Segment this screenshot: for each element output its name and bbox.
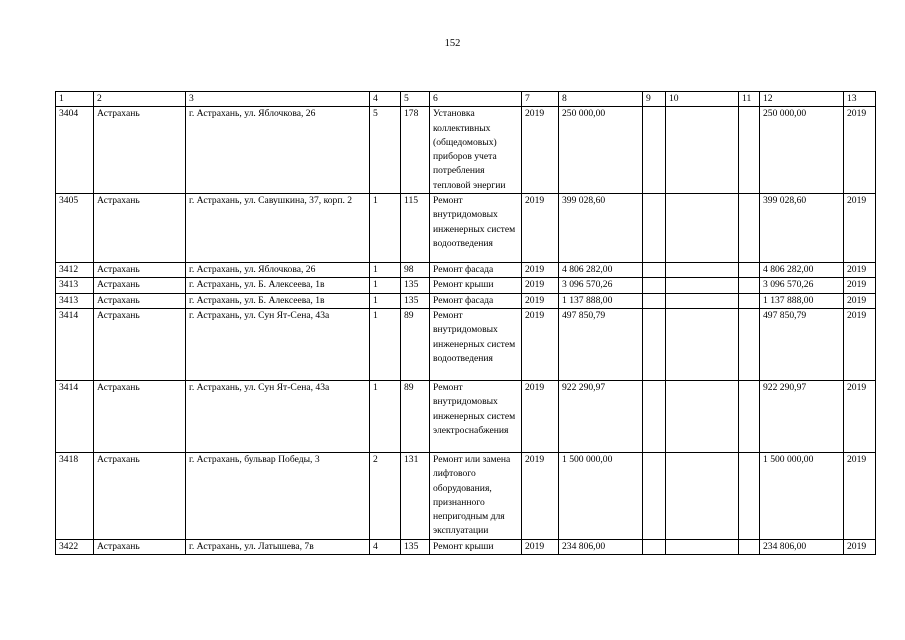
cell-col-6: Ремонт внутридомовых инженерных систем водоотведения <box>430 308 522 380</box>
cell-col-6: Ремонт крыши <box>430 539 522 554</box>
cell-col-10 <box>666 107 739 194</box>
cell-col-1: 3413 <box>56 278 94 293</box>
cell-col-2: Астрахань <box>94 263 186 278</box>
cell-col-6: Ремонт фасада <box>430 293 522 308</box>
column-header-12: 12 <box>760 92 844 107</box>
cell-col-10 <box>666 263 739 278</box>
cell-col-8: 234 806,00 <box>559 539 643 554</box>
cell-col-9 <box>643 107 666 194</box>
cell-col-9 <box>643 263 666 278</box>
cell-col-11 <box>739 278 760 293</box>
cell-col-1: 3413 <box>56 293 94 308</box>
cell-col-3: г. Астрахань, ул. Яблочкова, 26 <box>186 263 370 278</box>
table-row <box>56 194 876 263</box>
cell-col-1: 3418 <box>56 452 94 539</box>
cell-col-5: 89 <box>401 308 430 380</box>
cell-col-7: 2019 <box>522 107 559 194</box>
cell-col-13: 2019 <box>844 539 876 554</box>
column-header-6: 6 <box>430 92 522 107</box>
cell-col-12: 922 290,97 <box>760 380 844 452</box>
cell-col-10 <box>666 308 739 380</box>
cell-col-4: 1 <box>370 380 401 452</box>
cell-col-7: 2019 <box>522 278 559 293</box>
cell-col-13: 2019 <box>844 194 876 263</box>
cell-col-3: г. Астрахань, ул. Яблочкова, 26 <box>186 107 370 194</box>
column-header-2: 2 <box>94 92 186 107</box>
cell-col-2: Астрахань <box>94 293 186 308</box>
cell-col-11 <box>739 293 760 308</box>
cell-col-2: Астрахань <box>94 308 186 380</box>
cell-col-9 <box>643 539 666 554</box>
cell-col-9 <box>643 278 666 293</box>
cell-col-9 <box>643 293 666 308</box>
cell-col-5: 135 <box>401 539 430 554</box>
cell-col-7: 2019 <box>522 380 559 452</box>
cell-col-2: Астрахань <box>94 194 186 263</box>
cell-col-10 <box>666 539 739 554</box>
column-header-8: 8 <box>559 92 643 107</box>
cell-col-7: 2019 <box>522 263 559 278</box>
cell-col-8: 1 500 000,00 <box>559 452 643 539</box>
cell-col-6: Ремонт внутридомовых инженерных систем водоотведения <box>430 194 522 263</box>
cell-col-5: 98 <box>401 263 430 278</box>
column-header-9: 9 <box>643 92 666 107</box>
cell-col-5: 115 <box>401 194 430 263</box>
cell-col-13: 2019 <box>844 263 876 278</box>
cell-col-9 <box>643 308 666 380</box>
cell-col-13: 2019 <box>844 293 876 308</box>
cell-col-10 <box>666 452 739 539</box>
cell-col-7: 2019 <box>522 452 559 539</box>
cell-col-11 <box>739 380 760 452</box>
cell-col-3: г. Астрахань, ул. Латышева, 7в <box>186 539 370 554</box>
table-row <box>56 380 876 452</box>
cell-col-6: Ремонт фасада <box>430 263 522 278</box>
cell-col-7: 2019 <box>522 194 559 263</box>
cell-col-7: 2019 <box>522 539 559 554</box>
cell-col-8: 3 096 570,26 <box>559 278 643 293</box>
cell-col-4: 4 <box>370 539 401 554</box>
cell-col-12: 250 000,00 <box>760 107 844 194</box>
cell-col-3: г. Астрахань, ул. Б. Алексеева, 1в <box>186 293 370 308</box>
cell-col-11 <box>739 452 760 539</box>
cell-col-9 <box>643 452 666 539</box>
cell-col-12: 1 137 888,00 <box>760 293 844 308</box>
cell-col-12: 399 028,60 <box>760 194 844 263</box>
cell-col-1: 3422 <box>56 539 94 554</box>
table-row <box>56 107 876 194</box>
cell-col-10 <box>666 278 739 293</box>
column-header-1: 1 <box>56 92 94 107</box>
cell-col-5: 131 <box>401 452 430 539</box>
cell-col-3: г. Астрахань, ул. Б. Алексеева, 1в <box>186 278 370 293</box>
cell-col-9 <box>643 194 666 263</box>
cell-col-12: 1 500 000,00 <box>760 452 844 539</box>
cell-col-2: Астрахань <box>94 380 186 452</box>
cell-col-12: 497 850,79 <box>760 308 844 380</box>
cell-col-1: 3414 <box>56 308 94 380</box>
cell-col-8: 1 137 888,00 <box>559 293 643 308</box>
data-table <box>55 91 876 555</box>
cell-col-11 <box>739 194 760 263</box>
cell-col-11 <box>739 308 760 380</box>
table-row <box>56 308 876 380</box>
cell-col-11 <box>739 107 760 194</box>
cell-col-2: Астрахань <box>94 539 186 554</box>
cell-col-13: 2019 <box>844 107 876 194</box>
cell-col-8: 4 806 282,00 <box>559 263 643 278</box>
cell-col-8: 399 028,60 <box>559 194 643 263</box>
cell-col-10 <box>666 293 739 308</box>
page-number: 152 <box>444 38 461 49</box>
cell-col-4: 1 <box>370 293 401 308</box>
cell-col-13: 2019 <box>844 278 876 293</box>
column-header-3: 3 <box>186 92 370 107</box>
cell-col-8: 922 290,97 <box>559 380 643 452</box>
cell-col-6: Ремонт внутридомовых инженерных систем электроснабжения <box>430 380 522 452</box>
header-row <box>56 92 876 107</box>
cell-col-4: 1 <box>370 278 401 293</box>
cell-col-5: 178 <box>401 107 430 194</box>
cell-col-11 <box>739 539 760 554</box>
cell-col-4: 1 <box>370 194 401 263</box>
cell-col-12: 234 806,00 <box>760 539 844 554</box>
cell-col-4: 2 <box>370 452 401 539</box>
cell-col-7: 2019 <box>522 308 559 380</box>
cell-col-13: 2019 <box>844 452 876 539</box>
cell-col-13: 2019 <box>844 308 876 380</box>
cell-col-1: 3412 <box>56 263 94 278</box>
column-header-13: 13 <box>844 92 876 107</box>
cell-col-6: Ремонт или замена лифтового оборудования, признанного непригодным для эксплуатации <box>430 452 522 539</box>
table-row <box>56 263 876 278</box>
cell-col-1: 3405 <box>56 194 94 263</box>
cell-col-8: 497 850,79 <box>559 308 643 380</box>
cell-col-2: Астрахань <box>94 107 186 194</box>
cell-col-10 <box>666 380 739 452</box>
cell-col-4: 1 <box>370 308 401 380</box>
table-row <box>56 293 876 308</box>
table-row <box>56 278 876 293</box>
column-header-11: 11 <box>739 92 760 107</box>
cell-col-5: 135 <box>401 293 430 308</box>
column-header-5: 5 <box>401 92 430 107</box>
cell-col-5: 135 <box>401 278 430 293</box>
cell-col-13: 2019 <box>844 380 876 452</box>
cell-col-9 <box>643 380 666 452</box>
cell-col-3: г. Астрахань, ул. Сун Ят-Сена, 43а <box>186 380 370 452</box>
cell-col-10 <box>666 194 739 263</box>
table-row <box>56 452 876 539</box>
cell-col-3: г. Астрахань, ул. Сун Ят-Сена, 43а <box>186 308 370 380</box>
cell-col-12: 4 806 282,00 <box>760 263 844 278</box>
cell-col-4: 1 <box>370 263 401 278</box>
cell-col-1: 3414 <box>56 380 94 452</box>
cell-col-8: 250 000,00 <box>559 107 643 194</box>
cell-col-6: Ремонт крыши <box>430 278 522 293</box>
cell-col-5: 89 <box>401 380 430 452</box>
cell-col-3: г. Астрахань, ул. Савушкина, 37, корп. 2 <box>186 194 370 263</box>
cell-col-1: 3404 <box>56 107 94 194</box>
table-row <box>56 539 876 554</box>
column-header-7: 7 <box>522 92 559 107</box>
cell-col-12: 3 096 570,26 <box>760 278 844 293</box>
cell-col-11 <box>739 263 760 278</box>
column-header-10: 10 <box>666 92 739 107</box>
cell-col-7: 2019 <box>522 293 559 308</box>
cell-col-4: 5 <box>370 107 401 194</box>
column-header-4: 4 <box>370 92 401 107</box>
cell-col-6: Установка коллективных (общедомовых) приборов учета потребления тепловой энергии <box>430 107 522 194</box>
cell-col-2: Астрахань <box>94 278 186 293</box>
cell-col-2: Астрахань <box>94 452 186 539</box>
cell-col-3: г. Астрахань, бульвар Победы, 3 <box>186 452 370 539</box>
